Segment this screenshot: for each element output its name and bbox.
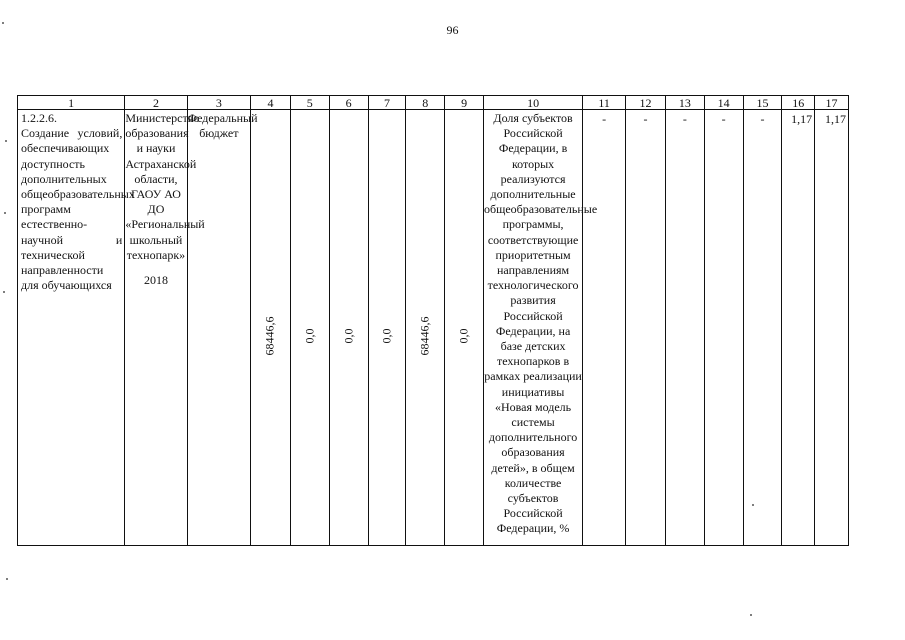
header-cell: 5 (290, 96, 329, 110)
header-cell: 10 (484, 96, 583, 110)
header-cell: 11 (583, 96, 626, 110)
scan-speck (6, 578, 8, 580)
header-cell: 1 (18, 96, 125, 110)
col5-cell (290, 110, 329, 546)
col6-value: 0,0 (341, 328, 356, 344)
col9-cell (445, 110, 484, 546)
header-cell: 3 (187, 96, 250, 110)
scan-speck (750, 614, 752, 616)
header-cell: 4 (251, 96, 291, 110)
funding-source-cell: Федеральный бюджет (187, 110, 250, 546)
header-cell: 7 (368, 96, 406, 110)
executor-cell (125, 110, 205, 546)
header-cell: 14 (704, 96, 743, 110)
scan-speck (2, 22, 4, 24)
scan-speck (4, 212, 6, 214)
col13-cell: - (665, 110, 704, 546)
executor-year: 2018 (143, 273, 168, 288)
col12-cell: - (626, 110, 666, 546)
header-cell: 8 (406, 96, 445, 110)
executor-name: Министерство образования и науки Астраханской области, ГАОУ АО ДО «Региональный школьный технопарк» (125, 111, 205, 262)
page-number: 96 (446, 23, 459, 37)
col6-cell (329, 110, 368, 546)
table-row (18, 110, 849, 546)
scan-speck (3, 291, 5, 293)
col9-value: 0,0 (456, 328, 471, 344)
task-cell (18, 110, 135, 546)
task-description: Создание условий, обеспечивающих доступность дополнительных общеобразовательных программ естественно-научной и технической направленности для обучающихся (21, 126, 135, 293)
header-cell: 15 (743, 96, 782, 110)
col15-cell: - (743, 110, 782, 546)
header-cell: 13 (665, 96, 704, 110)
col4-cell (251, 110, 291, 546)
col7-cell (368, 110, 406, 546)
col11-cell: - (583, 110, 626, 546)
col4-value: 68446,6 (262, 316, 277, 356)
header-cell: 12 (626, 96, 666, 110)
task-code: 1.2.2.6. (21, 111, 57, 125)
scan-speck (752, 504, 754, 506)
col16-cell: 1,17 (782, 110, 815, 546)
header-cell: 2 (125, 96, 187, 110)
indicator-cell: Доля субъектов Российской Федерации, в которых реализуются дополнительные общеобразовательные программы, соответствующие приоритетным направлениям технологического развития Российской Федерации, на базе детских технопарков в рамках реализации инициативы «Новая модель системы дополнительного образования детей», в общем количестве субъектов Российской Федерации, % (484, 110, 583, 546)
scan-speck (5, 140, 7, 142)
budget-table (17, 95, 849, 546)
col14-cell: - (704, 110, 743, 546)
header-row (18, 96, 849, 110)
col8-value: 68446,6 (417, 316, 432, 356)
col5-value: 0,0 (302, 328, 317, 344)
header-cell: 17 (815, 96, 849, 110)
col8-cell (406, 110, 445, 546)
col17-cell: 1,17 (815, 110, 849, 546)
header-cell: 16 (782, 96, 815, 110)
header-cell: 9 (445, 96, 484, 110)
header-cell: 6 (329, 96, 368, 110)
budget-table-wrapper (17, 95, 849, 542)
col7-value: 0,0 (379, 328, 394, 344)
